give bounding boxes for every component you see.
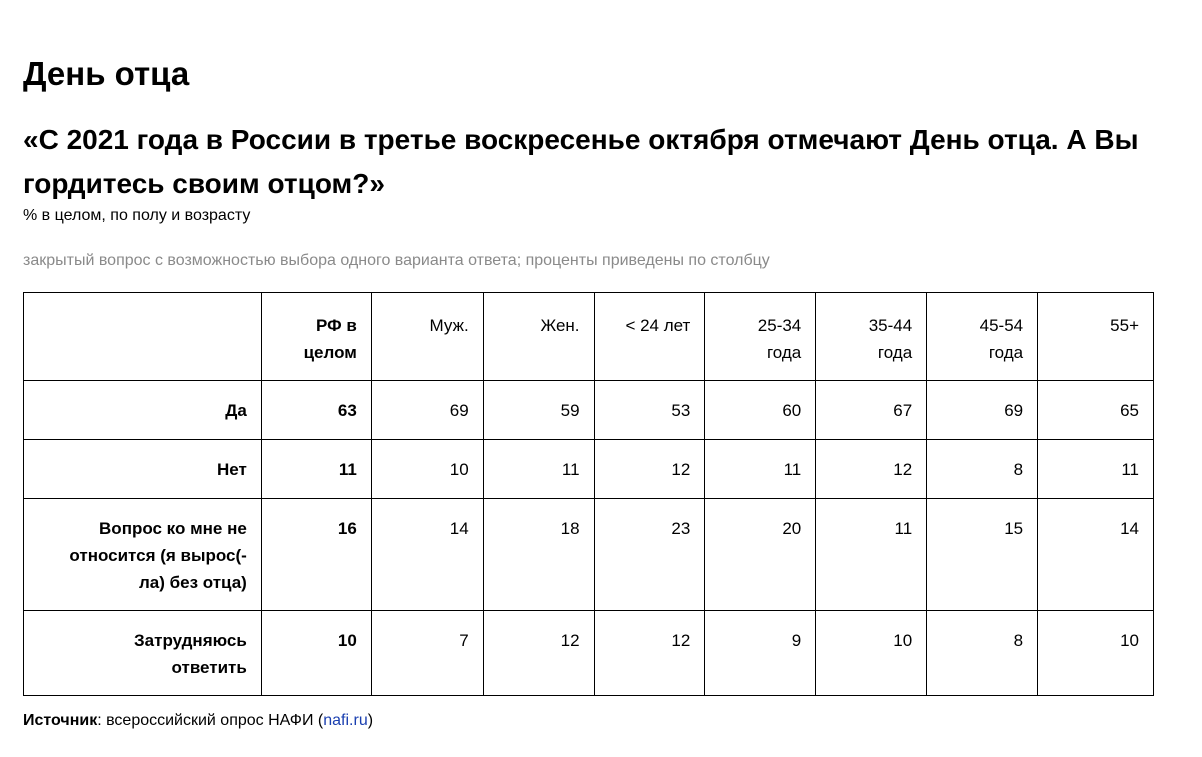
- results-table: [23, 292, 1154, 696]
- column-header: Муж.: [371, 293, 483, 381]
- table-cell: 8: [927, 440, 1038, 499]
- source-label: Источник: [23, 712, 98, 729]
- table-cell: 63: [261, 381, 371, 440]
- table-cell: 12: [483, 611, 594, 696]
- table-cell: 59: [483, 381, 594, 440]
- table-cell: 14: [371, 499, 483, 611]
- row-label: Нет: [24, 440, 262, 499]
- row-label: Затрудняюсь ответить: [24, 611, 262, 696]
- table-cell: 23: [594, 499, 705, 611]
- table-cell: 9: [705, 611, 816, 696]
- table-cell: 69: [927, 381, 1038, 440]
- table-cell: 7: [371, 611, 483, 696]
- column-header: 55+: [1038, 293, 1154, 381]
- column-header: РФ в целом: [261, 293, 371, 381]
- page-title: День отца: [23, 55, 190, 92]
- table-cell: 10: [261, 611, 371, 696]
- table-cell: 18: [483, 499, 594, 611]
- source-text: : всероссийский опрос НАФИ (: [97, 712, 324, 729]
- source-close: ): [367, 712, 374, 729]
- row-label: Вопрос ко мне не относится (я вырос(-ла) без отца): [24, 499, 262, 611]
- column-header: 25-34 года: [705, 293, 816, 381]
- table-cell: 69: [371, 381, 483, 440]
- table-cell: 12: [816, 440, 927, 499]
- table-cell: 67: [816, 381, 927, 440]
- column-header: 45-54 года: [927, 293, 1038, 381]
- row-label: Да: [24, 381, 262, 440]
- table-cell: 14: [1038, 499, 1154, 611]
- table-cell: 11: [261, 440, 371, 499]
- table-cell: 11: [705, 440, 816, 499]
- subtitle: % в целом, по полу и возрасту: [23, 207, 251, 224]
- source-link[interactable]: nafi.ru: [323, 712, 368, 729]
- table-cell: 65: [1038, 381, 1154, 440]
- table-cell: 20: [705, 499, 816, 611]
- table-row: [24, 381, 1154, 440]
- table-row: [24, 611, 1154, 696]
- header-empty-cell: [24, 293, 262, 381]
- table-cell: 12: [594, 440, 705, 499]
- column-header: < 24 лет: [594, 293, 705, 381]
- table-cell: 60: [705, 381, 816, 440]
- table-header-row: [24, 293, 1154, 381]
- table-row: [24, 499, 1154, 611]
- table-cell: 10: [816, 611, 927, 696]
- table-row: [24, 440, 1154, 499]
- table-cell: 15: [927, 499, 1038, 611]
- method-note: закрытый вопрос с возможностью выбора одного варианта ответа; проценты приведены по столбцу: [23, 252, 770, 269]
- table-cell: 11: [816, 499, 927, 611]
- column-header: 35-44 года: [816, 293, 927, 381]
- table-cell: 11: [483, 440, 594, 499]
- survey-question: «С 2021 года в России в третье воскресенье октября отмечают День отца. А Вы гордитесь своим отцом?»: [23, 124, 1139, 199]
- table-cell: 10: [1038, 611, 1154, 696]
- table-cell: 10: [371, 440, 483, 499]
- table-cell: 53: [594, 381, 705, 440]
- table-cell: 8: [927, 611, 1038, 696]
- column-header: Жен.: [483, 293, 594, 381]
- source-line: [23, 711, 373, 731]
- table-cell: 11: [1038, 440, 1154, 499]
- table-cell: 16: [261, 499, 371, 611]
- table-cell: 12: [594, 611, 705, 696]
